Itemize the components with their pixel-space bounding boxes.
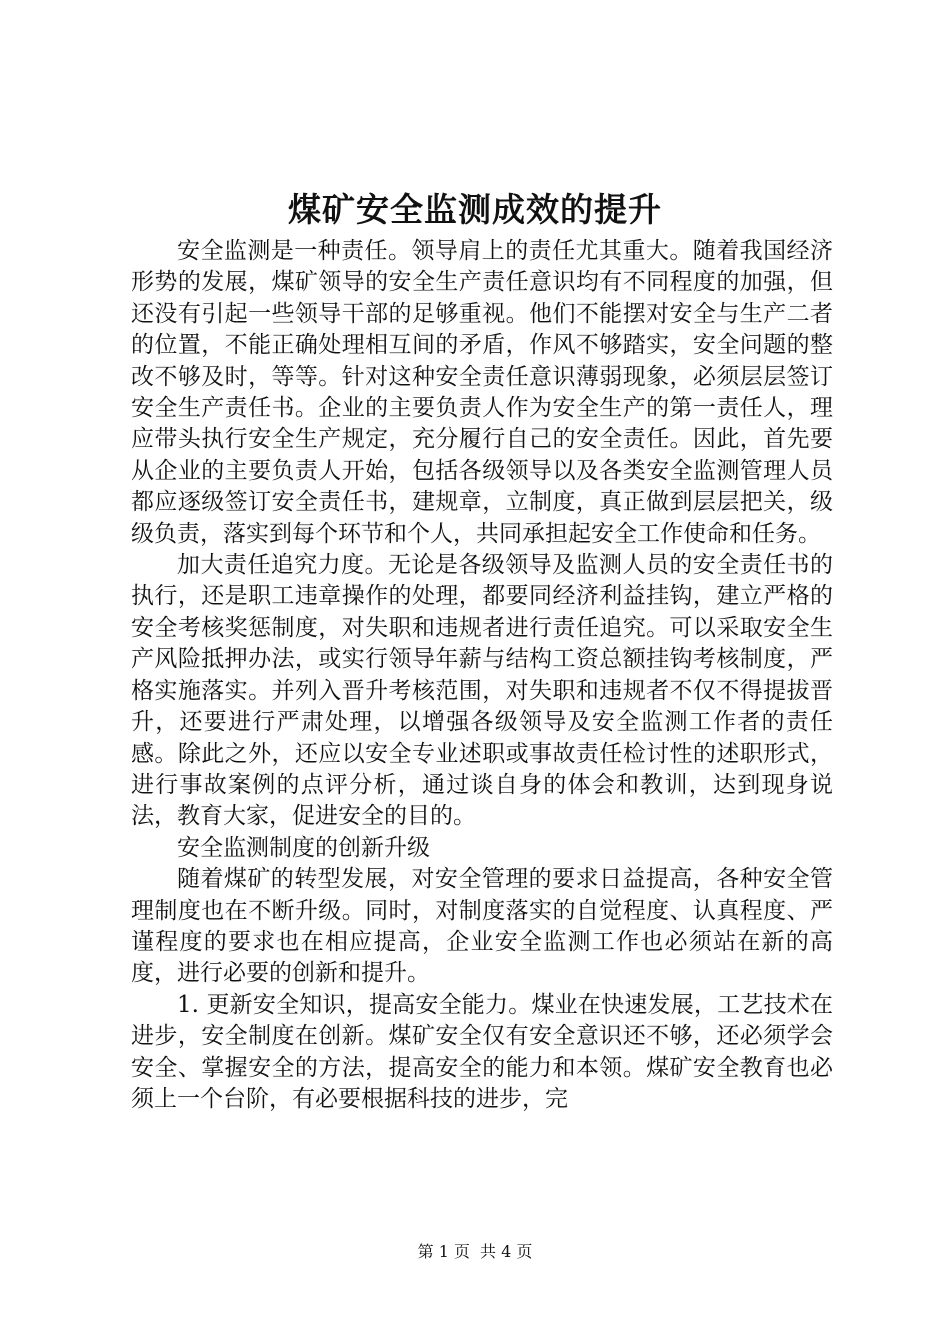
page-total: 共 4 页 — [480, 1242, 533, 1261]
paragraph-update-knowledge: 1. 更新安全知识，提高安全能力。煤业在快速发展，工艺技术在进步，安全制度在创新。煤矿安全仅有安全意识还不够，还必须学会安全、掌握安全的方法，提高安全的能力和本领。煤矿安全教育也必须上一个台阶，有必要根据科技的进步，完 — [131, 991, 833, 1112]
paragraph-transformation: 随着煤矿的转型发展，对安全管理的要求日益提高，各种安全管理制度也在不断升级。同时，对制度落实的自觉程度、认真程度、严谨程度的要求也在相应提高，企业安全监测工作也必须站在新的高度，进行必要的创新和提升。 — [131, 866, 833, 987]
page-title: 煤矿安全监测成效的提升 — [288, 190, 662, 229]
paragraph-safety-responsibility: 安全监测是一种责任。领导肩上的责任尤其重大。随着我国经济形势的发展，煤矿领导的安全生产责任意识均有不同程度的加强，但还没有引起一些领导干部的足够重视。他们不能摆对安全与生产二者的位置，不能正确处理相互间的矛盾，作风不够踏实，安全问题的整改不够及时，等等。针对这种安全责任意识薄弱现象，必须层层签订安全生产责任书。企业的主要负责人作为安全生产的第一责任人，理应带头执行安全生产规定，充分履行自己的安全责任。因此，首先要从企业的主要负责人开始，包括各级领导以及各类安全监测管理人员都应逐级签订安全责任书，建规章，立制度，真正做到层层把关，级级负责，落实到每个环节和个人，共同承担起安全工作使命和任务。 — [131, 238, 833, 547]
section-heading-innovation: 安全监测制度的创新升级 — [177, 834, 430, 861]
document-body — [131, 236, 833, 1115]
paragraph-accountability: 加大责任追究力度。无论是各级领导及监测人员的安全责任书的执行，还是职工违章操作的处理，都要同经济利益挂钩，建立严格的安全考核奖惩制度，对失职和违规者进行责任追究。可以采取安全生产风险抵押办法，或实行领导年薪与结构工资总额挂钩考核制度，严格实施落实。并列入晋升考核范围，对失职和违规者不仅不得提拔晋升，还要进行严肃处理，以增强各级领导及安全监测工作者的责任感。除此之外，还应以安全专业述职或事故责任检讨性的述职形式，进行事故案例的点评分析，通过谈自身的体会和教训，达到现身说法，教育大家，促进安全的目的。 — [131, 552, 833, 830]
page-number: 第 1 页 — [417, 1242, 470, 1261]
page-footer — [0, 1241, 950, 1263]
